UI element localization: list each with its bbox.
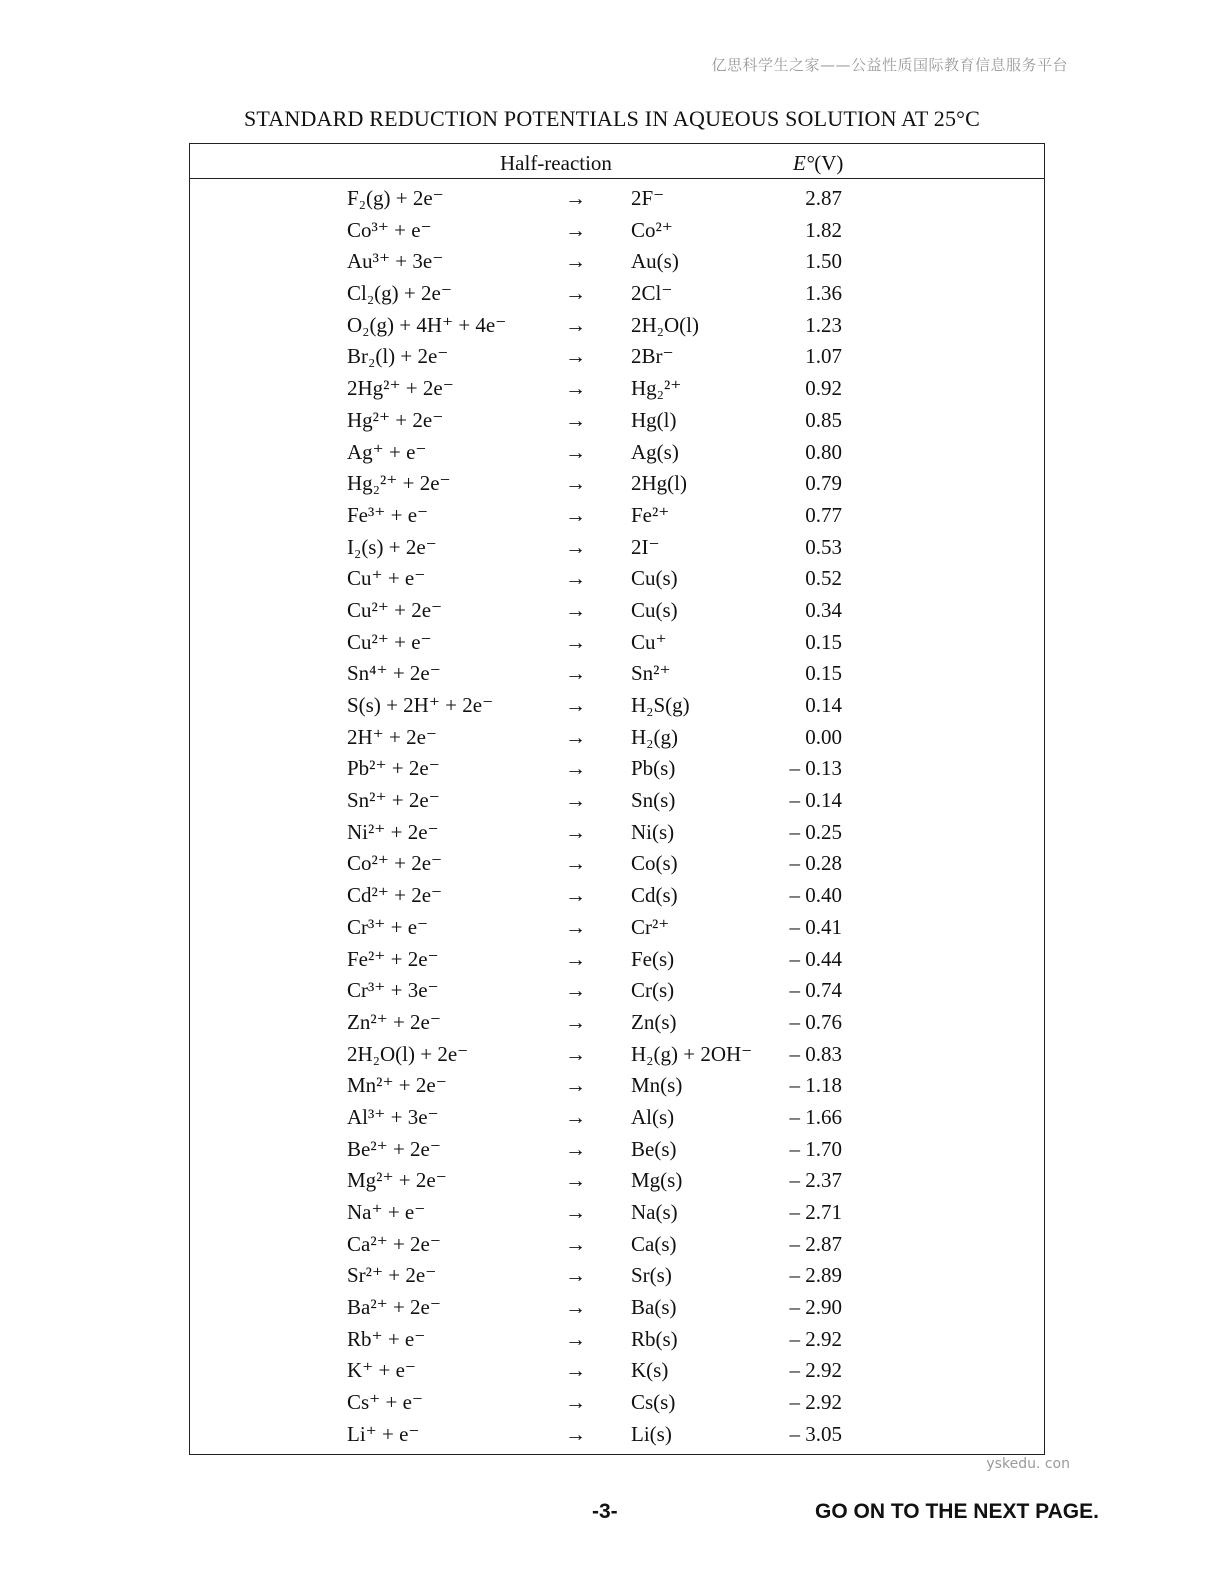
reactant-cell: Rb⁺ + e⁻ — [347, 1326, 426, 1351]
reactant-cell: Hg₂²⁺ + 2e⁻ — [347, 471, 451, 496]
table-row — [190, 753, 1044, 785]
product-cell: 2H₂O(l) — [631, 312, 699, 337]
potential-value-cell: – 0.41 — [789, 914, 842, 939]
potential-value-cell: – 0.14 — [789, 788, 842, 813]
reactant-cell: Ca²⁺ + 2e⁻ — [347, 1231, 441, 1256]
potential-value-cell: 0.92 — [805, 376, 842, 401]
product-cell: Sn²⁺ — [631, 661, 671, 686]
table-row — [190, 1102, 1044, 1134]
reactant-cell: Mn²⁺ + 2e⁻ — [347, 1073, 447, 1098]
reactant-cell: Co²⁺ + 2e⁻ — [347, 851, 443, 876]
arrow-cell: → — [565, 1326, 586, 1351]
arrow-cell: → — [565, 566, 586, 591]
arrow-cell: → — [565, 249, 586, 274]
reactant-cell: Zn²⁺ + 2e⁻ — [347, 1009, 441, 1034]
table-row — [190, 785, 1044, 817]
potential-value-cell: 0.85 — [805, 407, 842, 432]
footer-watermark: yskedu. con — [986, 1456, 1070, 1472]
product-cell: Rb(s) — [631, 1326, 678, 1351]
product-cell: Al(s) — [631, 1104, 675, 1129]
reactant-cell: Pb²⁺ + 2e⁻ — [347, 756, 440, 781]
table-row — [190, 1387, 1044, 1419]
table-row — [190, 310, 1044, 342]
reactant-cell: 2H⁺ + 2e⁻ — [347, 724, 437, 749]
product-cell: H₂(g) + 2OH⁻ — [631, 1041, 753, 1066]
reactant-cell: 2H₂O(l) + 2e⁻ — [347, 1041, 469, 1066]
potential-unit: (V) — [814, 151, 844, 175]
product-cell: 2Cl⁻ — [631, 281, 673, 306]
table-row — [190, 1419, 1044, 1451]
arrow-cell: → — [565, 439, 586, 464]
product-cell: H₂(g) — [631, 724, 678, 749]
table-row — [190, 912, 1044, 944]
reactant-cell: Ni²⁺ + 2e⁻ — [347, 819, 439, 844]
table-row — [190, 183, 1044, 215]
table-row — [190, 1324, 1044, 1356]
arrow-cell: → — [565, 376, 586, 401]
potential-value-cell: 1.23 — [805, 312, 842, 337]
reactant-cell: Ag⁺ + e⁻ — [347, 439, 427, 464]
reactant-cell: Fe³⁺ + e⁻ — [347, 502, 429, 527]
table-row — [190, 1165, 1044, 1197]
table-row — [190, 1229, 1044, 1261]
arrow-cell: → — [565, 1295, 586, 1320]
product-cell: Cr²⁺ — [631, 914, 670, 939]
product-cell: Zn(s) — [631, 1009, 677, 1034]
product-cell: K(s) — [631, 1358, 669, 1383]
potential-value-cell: – 2.87 — [789, 1231, 842, 1256]
arrow-cell: → — [565, 914, 586, 939]
reactant-cell: Cu⁺ + e⁻ — [347, 566, 426, 591]
arrow-cell: → — [565, 407, 586, 432]
table-body — [190, 183, 1044, 1451]
potential-value-cell: – 1.18 — [789, 1073, 842, 1098]
potential-value-cell: – 2.92 — [789, 1326, 842, 1351]
potential-value-cell: – 1.66 — [789, 1104, 842, 1129]
product-cell: Au(s) — [631, 249, 679, 274]
arrow-cell: → — [565, 1136, 586, 1161]
reactant-cell: Au³⁺ + 3e⁻ — [347, 249, 444, 274]
arrow-cell: → — [565, 1168, 586, 1193]
potential-value-cell: – 0.13 — [789, 756, 842, 781]
reactant-cell: S(s) + 2H⁺ + 2e⁻ — [347, 693, 494, 717]
page-number: -3- — [592, 1500, 618, 1523]
arrow-cell: → — [565, 819, 586, 844]
arrow-cell: → — [565, 1358, 586, 1383]
arrow-cell: → — [565, 851, 586, 876]
potential-value-cell: 0.79 — [805, 471, 842, 496]
table-row — [190, 817, 1044, 849]
reactant-cell: Sn²⁺ + 2e⁻ — [347, 788, 440, 813]
potential-symbol: E° — [793, 151, 815, 175]
table-row — [190, 278, 1044, 310]
table-row — [190, 1197, 1044, 1229]
potential-value-cell: – 0.83 — [789, 1041, 842, 1066]
potential-value-cell: 0.80 — [805, 439, 842, 464]
potential-value-cell: – 0.44 — [789, 946, 842, 971]
potential-value-cell: – 0.76 — [789, 1009, 842, 1034]
table-row — [190, 1070, 1044, 1102]
potential-value-cell: – 0.28 — [789, 851, 842, 876]
potential-value-cell: 1.36 — [805, 281, 842, 306]
potential-value-cell: 0.77 — [805, 502, 842, 527]
product-cell: Ag(s) — [631, 439, 679, 464]
table-row — [190, 532, 1044, 564]
table-row — [190, 722, 1044, 754]
potential-value-cell: – 2.92 — [789, 1358, 842, 1383]
product-cell: Cu⁺ — [631, 629, 667, 654]
arrow-cell: → — [565, 1231, 586, 1256]
reactant-cell: Mg²⁺ + 2e⁻ — [347, 1168, 447, 1193]
product-cell: Pb(s) — [631, 756, 676, 781]
product-cell: 2Hg(l) — [631, 471, 687, 496]
potential-value-cell: 0.15 — [805, 661, 842, 686]
product-cell: Be(s) — [631, 1136, 677, 1161]
product-cell: Co²⁺ — [631, 217, 673, 242]
arrow-cell: → — [565, 788, 586, 813]
potential-value-cell: 1.82 — [805, 217, 842, 242]
potential-value-cell: – 0.25 — [789, 819, 842, 844]
table-row — [190, 246, 1044, 278]
arrow-cell: → — [565, 1041, 586, 1066]
product-cell: Na(s) — [631, 1200, 678, 1224]
arrow-cell: → — [565, 946, 586, 971]
arrow-cell: → — [565, 281, 586, 306]
table-row — [190, 627, 1044, 659]
potential-value-cell: 0.14 — [805, 693, 842, 717]
arrow-cell: → — [565, 1009, 586, 1034]
reactant-cell: Sr²⁺ + 2e⁻ — [347, 1263, 437, 1288]
potential-value-cell: 0.00 — [805, 724, 842, 749]
potential-value-cell: – 0.74 — [789, 978, 842, 1003]
arrow-cell: → — [565, 756, 586, 781]
potential-value-cell: – 0.40 — [789, 883, 842, 908]
product-cell: 2F⁻ — [631, 186, 665, 210]
potential-header — [793, 151, 843, 176]
reactant-cell: Br₂(l) + 2e⁻ — [347, 344, 449, 369]
table-row — [190, 595, 1044, 627]
product-cell: Ni(s) — [631, 819, 675, 844]
arrow-cell: → — [565, 597, 586, 622]
table-row — [190, 1260, 1044, 1292]
potential-value-cell: – 2.37 — [789, 1168, 842, 1193]
reactant-cell: Cd²⁺ + 2e⁻ — [347, 883, 443, 908]
table-row — [190, 437, 1044, 469]
table-row — [190, 215, 1044, 247]
arrow-cell: → — [565, 1200, 586, 1224]
potential-value-cell: – 2.71 — [789, 1200, 842, 1224]
table-row — [190, 341, 1044, 373]
potential-value-cell: 0.15 — [805, 629, 842, 654]
reactant-cell: Li⁺ + e⁻ — [347, 1421, 420, 1446]
potential-value-cell: – 1.70 — [789, 1136, 842, 1161]
product-cell: 2Br⁻ — [631, 344, 674, 369]
table-row — [190, 500, 1044, 532]
arrow-cell: → — [565, 502, 586, 527]
reactant-cell: Cu²⁺ + e⁻ — [347, 629, 432, 654]
next-page-notice: GO ON TO THE NEXT PAGE. — [815, 1500, 1099, 1523]
header-watermark: 亿思科学生之家——公益性质国际教育信息服务平台 — [711, 56, 1068, 74]
potential-value-cell: – 3.05 — [789, 1421, 842, 1446]
arrow-cell: → — [565, 693, 586, 717]
reactant-cell: Hg²⁺ + 2e⁻ — [347, 407, 444, 432]
reactant-cell: Cs⁺ + e⁻ — [347, 1390, 424, 1415]
product-cell: Mn(s) — [631, 1073, 683, 1098]
table-row — [190, 468, 1044, 500]
arrow-cell: → — [565, 1421, 586, 1446]
product-cell: Sr(s) — [631, 1263, 672, 1288]
reactant-cell: Cu²⁺ + 2e⁻ — [347, 597, 443, 622]
potential-value-cell: – 2.92 — [789, 1390, 842, 1415]
arrow-cell: → — [565, 471, 586, 496]
product-cell: Ca(s) — [631, 1231, 677, 1256]
arrow-cell: → — [565, 1104, 586, 1129]
arrow-cell: → — [565, 978, 586, 1003]
table-row — [190, 944, 1044, 976]
reactant-cell: Cl₂(g) + 2e⁻ — [347, 281, 452, 306]
reduction-potentials-table — [189, 143, 1045, 1455]
potential-value-cell: – 2.90 — [789, 1295, 842, 1320]
potential-value-cell: – 2.89 — [789, 1263, 842, 1288]
potential-value-cell: 1.07 — [805, 344, 842, 369]
arrow-cell: → — [565, 1263, 586, 1288]
table-row — [190, 1292, 1044, 1324]
reactant-cell: 2Hg²⁺ + 2e⁻ — [347, 376, 454, 401]
table-row — [190, 658, 1044, 690]
table-row — [190, 1007, 1044, 1039]
reactant-cell: Na⁺ + e⁻ — [347, 1200, 426, 1224]
arrow-cell: → — [565, 1390, 586, 1415]
product-cell: Cu(s) — [631, 597, 678, 622]
reactant-cell: F₂(g) + 2e⁻ — [347, 186, 444, 210]
arrow-cell: → — [565, 186, 586, 210]
arrow-cell: → — [565, 344, 586, 369]
reactant-cell: Be²⁺ + 2e⁻ — [347, 1136, 441, 1161]
arrow-cell: → — [565, 661, 586, 686]
table-row — [190, 975, 1044, 1007]
product-cell: H₂S(g) — [631, 693, 690, 717]
arrow-cell: → — [565, 312, 586, 337]
reactant-cell: I₂(s) + 2e⁻ — [347, 534, 437, 559]
potential-value-cell: 1.50 — [805, 249, 842, 274]
arrow-cell: → — [565, 534, 586, 559]
table-header — [190, 144, 1044, 179]
potential-value-cell: 0.34 — [805, 597, 842, 622]
table-row — [190, 563, 1044, 595]
potential-value-cell: 0.52 — [805, 566, 842, 591]
reactant-cell: Cr³⁺ + 3e⁻ — [347, 978, 439, 1003]
product-cell: Hg(l) — [631, 407, 677, 432]
product-cell: Cu(s) — [631, 566, 678, 591]
product-cell: 2I⁻ — [631, 534, 660, 559]
arrow-cell: → — [565, 217, 586, 242]
reactant-cell: Ba²⁺ + 2e⁻ — [347, 1295, 441, 1320]
table-row — [190, 880, 1044, 912]
product-cell: Fe²⁺ — [631, 502, 670, 527]
product-cell: Cd(s) — [631, 883, 678, 908]
table-row — [190, 405, 1044, 437]
product-cell: Fe(s) — [631, 946, 675, 971]
reactant-cell: O₂(g) + 4H⁺ + 4e⁻ — [347, 312, 507, 337]
arrow-cell: → — [565, 629, 586, 654]
reactant-cell: Cr³⁺ + e⁻ — [347, 914, 429, 939]
table-row — [190, 1039, 1044, 1071]
product-cell: Ba(s) — [631, 1295, 677, 1320]
arrow-cell: → — [565, 724, 586, 749]
arrow-cell: → — [565, 883, 586, 908]
table-row — [190, 690, 1044, 722]
product-cell: Cr(s) — [631, 978, 675, 1003]
table-row — [190, 1134, 1044, 1166]
potential-value-cell: 0.53 — [805, 534, 842, 559]
reactant-cell: Al³⁺ + 3e⁻ — [347, 1104, 439, 1129]
table-row — [190, 1355, 1044, 1387]
table-row — [190, 848, 1044, 880]
half-reaction-header: Half-reaction — [500, 151, 612, 175]
table-row — [190, 373, 1044, 405]
reactant-cell: Co³⁺ + e⁻ — [347, 217, 432, 242]
reactant-cell: Sn⁴⁺ + 2e⁻ — [347, 661, 441, 686]
reactant-cell: K⁺ + e⁻ — [347, 1358, 416, 1383]
page-title: STANDARD REDUCTION POTENTIALS IN AQUEOUS SOLUTION AT 25°C — [243, 106, 981, 131]
product-cell: Mg(s) — [631, 1168, 683, 1193]
potential-value-cell: 2.87 — [805, 186, 842, 210]
reactant-cell: Fe²⁺ + 2e⁻ — [347, 946, 439, 971]
arrow-cell: → — [565, 1073, 586, 1098]
product-cell: Li(s) — [631, 1421, 672, 1446]
product-cell: Cs(s) — [631, 1390, 676, 1415]
product-cell: Hg₂²⁺ — [631, 376, 682, 401]
product-cell: Sn(s) — [631, 788, 676, 813]
product-cell: Co(s) — [631, 851, 678, 876]
